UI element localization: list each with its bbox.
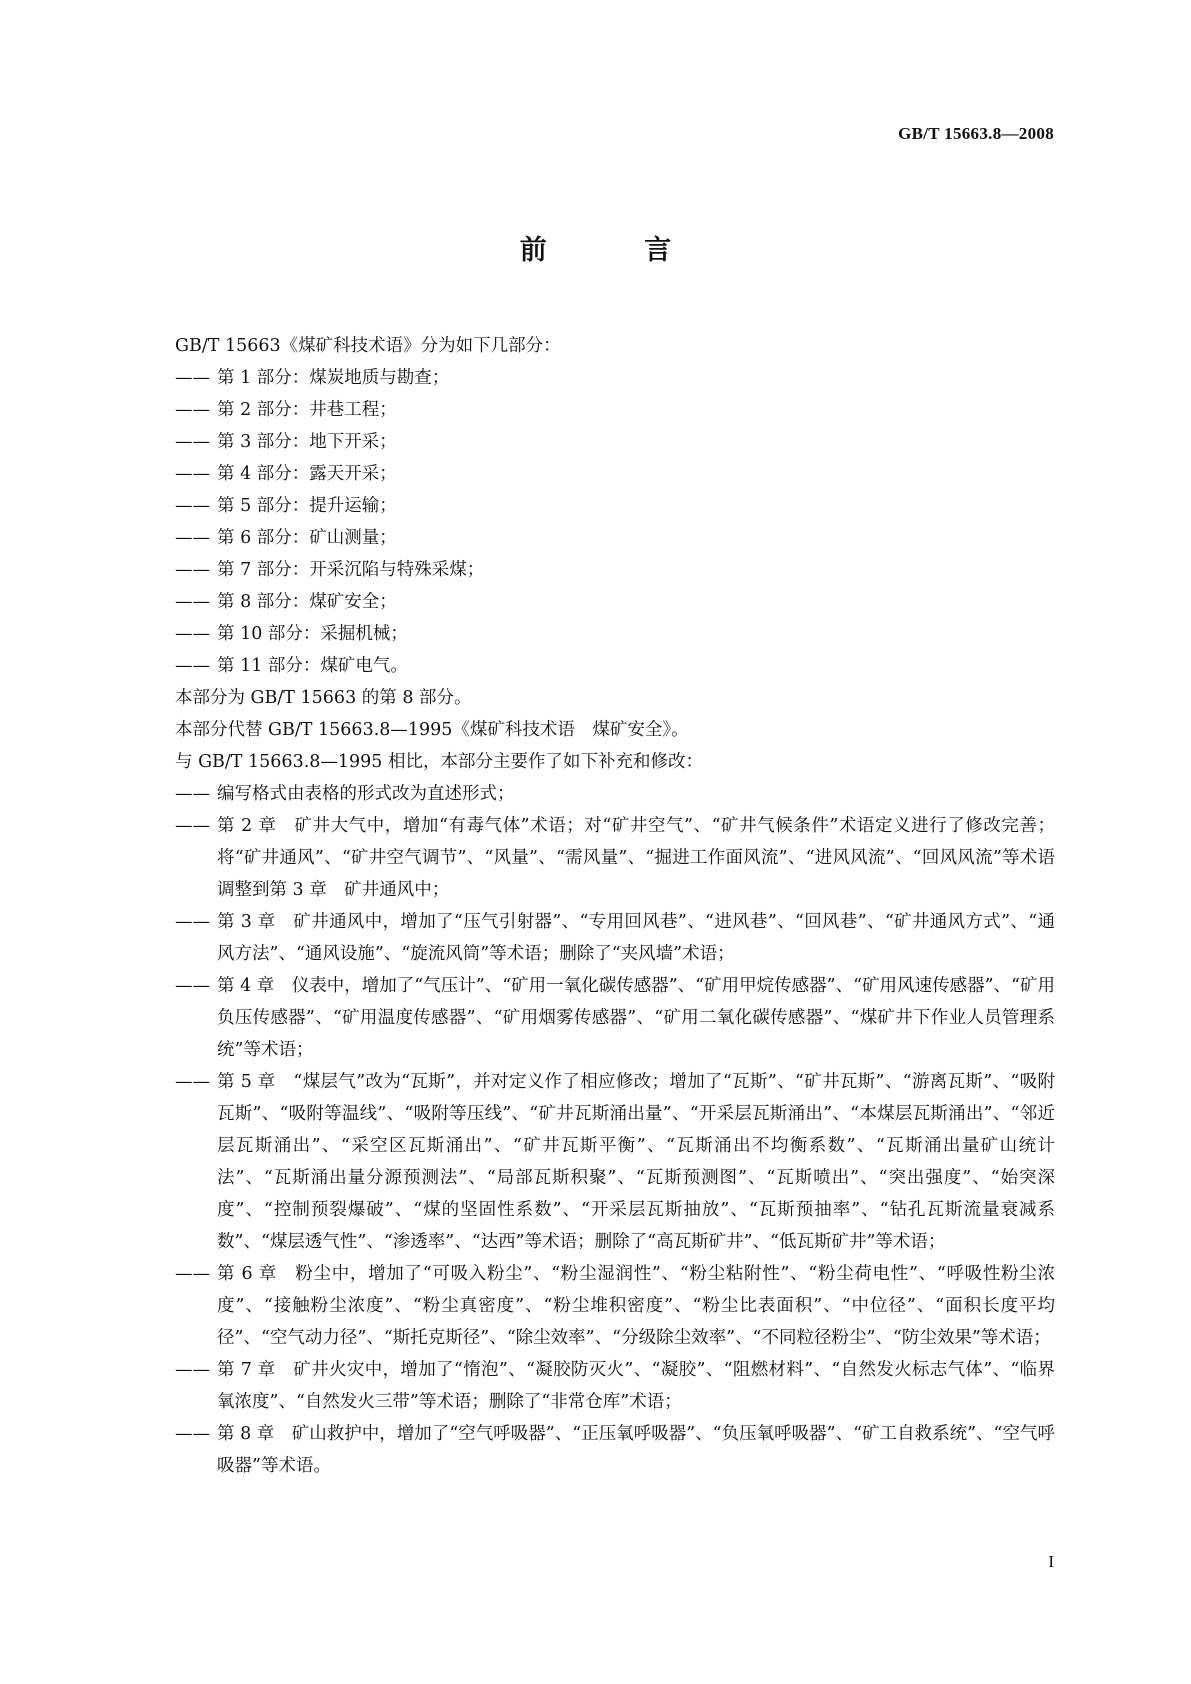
change-item	[175, 1418, 1055, 1482]
change-item	[175, 1066, 1055, 1258]
statement-line: 本部分代替 GB/T 15663.8—1995《煤矿科技术语 煤矿安全》。	[175, 720, 689, 740]
part-text: 第 8 部分：煤矿安全；	[217, 592, 397, 612]
list-dash: ——	[175, 592, 210, 612]
part-item	[175, 394, 1055, 426]
list-dash: ——	[175, 784, 210, 804]
change-text: 第 2 章 矿井大气中，增加“有毒气体”术语；对“矿井空气”、“矿井气候条件”术语定义进行了修改完善；将“矿井通风”、“矿井空气调节”、“风量”、“需风量”、“掘进工作面风流”、“进风风流”、“回风风流”等术语调整到第 3 章 矿井通风中；	[217, 816, 1055, 900]
part-text: 第 11 部分：煤矿电气。	[217, 656, 408, 676]
change-item	[175, 1354, 1055, 1418]
change-item	[175, 778, 1055, 810]
part-text: 第 10 部分：采掘机械；	[217, 624, 408, 644]
change-item	[175, 906, 1055, 970]
change-text: 第 5 章 “煤层气”改为“瓦斯”，并对定义作了相应修改；增加了“瓦斯”、“矿井瓦斯”、“游离瓦斯”、“吸附瓦斯”、“吸附等温线”、“吸附等压线”、“矿井瓦斯涌出量”、“开采层瓦斯涌出”、“本煤层瓦斯涌出”、“邻近层瓦斯涌出”、“采空区瓦斯涌出”、“矿井瓦斯平衡”、“瓦斯涌出不均衡系数”、“瓦斯涌出量矿山统计法”、“瓦斯涌出量分源预测法”、“局部瓦斯积聚”、“瓦斯预测图”、“瓦斯喷出”、“突出强度”、“始突深度”、“控制预裂爆破”、“煤的坚固性系数”、“开采层瓦斯抽放”、“瓦斯预抽率”、“钻孔瓦斯流量衰减系数”、“煤层透气性”、“渗透率”、“达西”等术语；删除了“高瓦斯矿井”、“低瓦斯矿井”等术语；	[217, 1072, 1055, 1252]
part-item	[175, 618, 1055, 650]
list-dash: ——	[175, 368, 210, 388]
statement-line: 本部分为 GB/T 15663 的第 8 部分。	[175, 688, 472, 708]
list-dash: ——	[175, 1424, 210, 1444]
change-text: 第 8 章 矿山救护中，增加了“空气呼吸器”、“正压氧呼吸器”、“负压氧呼吸器”、“矿工自救系统”、“空气呼吸器”等术语。	[217, 1424, 1055, 1476]
part-text: 第 4 部分：露天开采；	[217, 464, 397, 484]
part-item	[175, 586, 1055, 618]
intro-line: GB/T 15663《煤矿科技术语》分为如下几部分：	[175, 336, 561, 356]
list-dash: ——	[175, 1072, 210, 1092]
part-item	[175, 522, 1055, 554]
part-text: 第 3 部分：地下开采；	[217, 432, 397, 452]
list-dash: ——	[175, 432, 210, 452]
list-dash: ——	[175, 976, 210, 996]
part-item	[175, 362, 1055, 394]
change-text: 第 7 章 矿井火灾中，增加了“惰泡”、“凝胶防灭火”、“凝胶”、“阻燃材料”、“自然发火标志气体”、“临界氧浓度”、“自然发火三带”等术语；删除了“非常仓库”术语；	[217, 1360, 1055, 1412]
list-dash: ——	[175, 496, 210, 516]
standard-number: GB/T 15663.8—2008	[898, 124, 1054, 143]
part-item	[175, 490, 1055, 522]
change-text: 第 3 章 矿井通风中，增加了“压气引射器”、“专用回风巷”、“进风巷”、“回风巷”、“矿井通风方式”、“通风方法”、“通风设施”、“旋流风筒”等术语；删除了“夹风墙”术语；	[217, 912, 1055, 964]
list-dash: ——	[175, 560, 210, 580]
part-text: 第 2 部分：井巷工程；	[217, 400, 397, 420]
list-dash: ——	[175, 656, 210, 676]
change-item	[175, 970, 1055, 1066]
list-dash: ——	[175, 464, 210, 484]
list-dash: ——	[175, 1360, 210, 1380]
statement-line: 与 GB/T 15663.8—1995 相比，本部分主要作了如下补充和修改：	[175, 752, 703, 772]
list-dash: ——	[175, 1264, 210, 1284]
foreword-body	[175, 330, 1055, 1482]
change-item	[175, 1258, 1055, 1354]
list-dash: ——	[175, 912, 210, 932]
part-item	[175, 426, 1055, 458]
part-item	[175, 554, 1055, 586]
part-item	[175, 458, 1055, 490]
change-text: 编写格式由表格的形式改为直述形式；	[217, 784, 515, 804]
part-text: 第 1 部分：煤炭地质与勘查；	[217, 368, 450, 388]
part-text: 第 6 部分：矿山测量；	[217, 528, 397, 548]
change-text: 第 6 章 粉尘中，增加了“可吸入粉尘”、“粉尘湿润性”、“粉尘粘附性”、“粉尘荷电性”、“呼吸性粉尘浓度”、“接触粉尘浓度”、“粉尘真密度”、“粉尘堆积密度”、“粉尘比表面积”、“中位径”、“面积长度平均径”、“空气动力径”、“斯托克斯径”、“除尘效率”、“分级除尘效率”、“不同粒径粉尘”、“防尘效果”等术语；	[217, 1264, 1055, 1348]
change-item	[175, 810, 1055, 906]
page-title: 前 言	[519, 235, 716, 266]
part-text: 第 7 部分：开采沉陷与特殊采煤；	[217, 560, 485, 580]
part-item	[175, 650, 1055, 682]
part-text: 第 5 部分：提升运输；	[217, 496, 397, 516]
list-dash: ——	[175, 400, 210, 420]
list-dash: ——	[175, 528, 210, 548]
list-dash: ——	[175, 624, 210, 644]
page-number: I	[1048, 1552, 1054, 1571]
change-text: 第 4 章 仪表中，增加了“气压计”、“矿用一氧化碳传感器”、“矿用甲烷传感器”、“矿用风速传感器”、“矿用负压传感器”、“矿用温度传感器”、“矿用烟雾传感器”、“矿用二氧化碳传感器”、“煤矿井下作业人员管理系统”等术语；	[217, 976, 1055, 1060]
list-dash: ——	[175, 816, 210, 836]
